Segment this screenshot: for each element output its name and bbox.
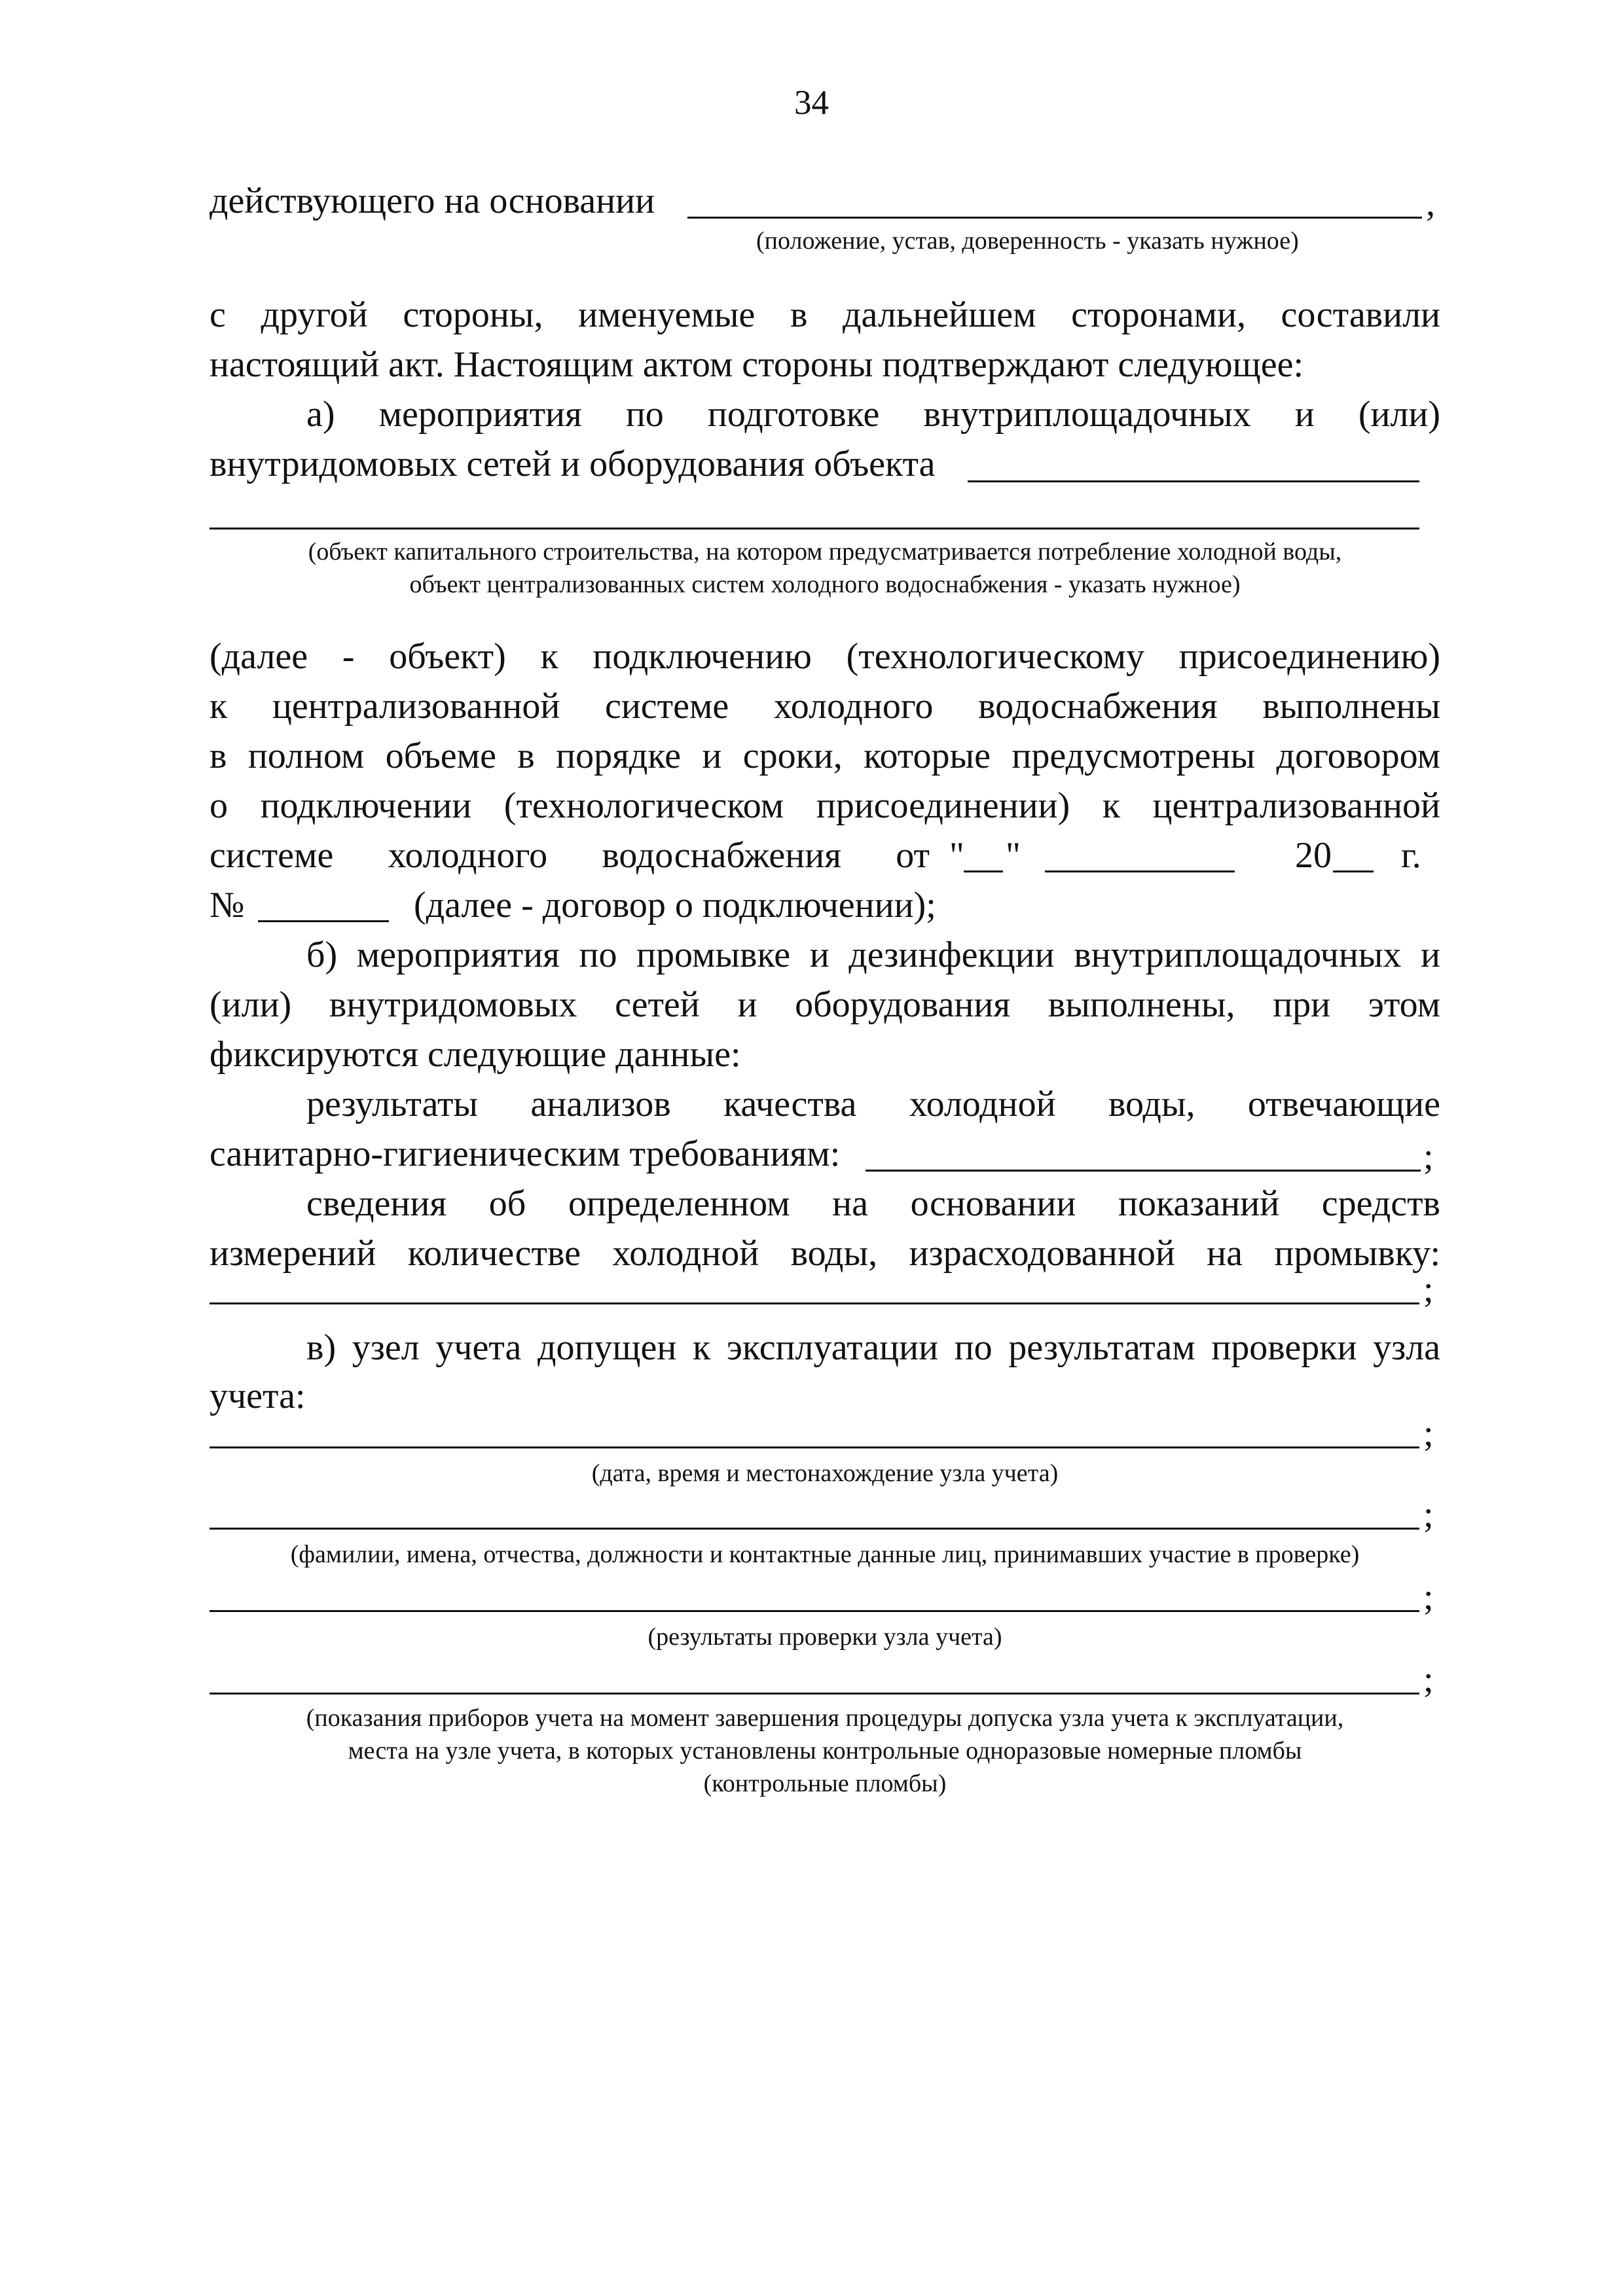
inspection-results-field[interactable] (210, 1610, 1419, 1612)
results-line2: санитарно-гигиеническим требованиям: (210, 1134, 841, 1174)
acting-basis-label: действующего на основании (210, 181, 655, 221)
results-field[interactable] (866, 1170, 1421, 1172)
item-a-line1: а) мероприятия по подготовке внутриплощадочных и (или) (306, 394, 1440, 435)
contract-number-field[interactable] (258, 886, 389, 922)
contract-year-field[interactable] (1333, 836, 1374, 872)
year-suffix: г. (1401, 835, 1421, 876)
meter-location-field[interactable] (210, 1446, 1419, 1448)
para1-line2: настоящий акт. Настоящим актом стороны подтверждают следующее: (210, 344, 1304, 385)
contract-date-words: системе холодного водоснабжения от (210, 835, 930, 876)
meter-location-hint: (дата, время и местонахождение узла учета) (591, 1460, 1059, 1487)
contract-month-field[interactable] (1045, 836, 1235, 872)
object-hint-line2: объект централизованных систем холодного водоснабжения - указать нужное) (409, 571, 1241, 598)
blank2-semicolon: ; (1423, 1494, 1434, 1535)
blank1-semicolon: ; (1423, 1413, 1434, 1454)
meter-readings-hint-line1: (показания приборов учета на момент завершения процедуры допуска узла учета к эксплуатации, (306, 1704, 1344, 1732)
item-b-line3: фиксируются следующие данные: (210, 1034, 741, 1075)
para2-line5 (210, 830, 1440, 881)
info-semicolon: ; (1423, 1269, 1434, 1310)
item-c-line2: учета: (210, 1376, 306, 1416)
number-sign: № (210, 885, 245, 925)
para2-line4: о подключении (технологическом присоединении) к централизованной (210, 785, 1440, 826)
inspection-results-hint: (результаты проверки узла учета) (647, 1623, 1002, 1651)
quote-close: " (1006, 835, 1021, 876)
object-field-part2[interactable] (210, 528, 1419, 529)
item-b-line2: (или) внутридомовых сетей и оборудования выполнены, при этом (210, 984, 1440, 1025)
para2-line3: в полном объеме в порядке и сроки, которые предусмотрены договором (210, 736, 1440, 776)
para2-line1: (далее - объект) к подключению (технологическому присоединению) (210, 636, 1440, 677)
meter-readings-hint-line2: места на узле учета, в которых установлены контрольные одноразовые номерные пломбы (348, 1737, 1302, 1765)
contract-day-field[interactable] (964, 836, 1003, 872)
object-field-part1[interactable] (968, 480, 1419, 482)
para2-line6 (210, 880, 1440, 931)
inspectors-field[interactable] (210, 1528, 1419, 1530)
acting-basis-comma: , (1426, 183, 1435, 224)
meter-readings-hint-line3: (контрольные пломбы) (703, 1770, 947, 1797)
quote-open: " (949, 835, 964, 876)
para1-line1: с другой стороны, именуемые в дальнейшем сторонами, составили (210, 295, 1440, 335)
inspectors-hint: (фамилии, имена, отчества, должности и контактные данные лиц, принимавших участие в проверке) (290, 1541, 1360, 1568)
acting-basis-field[interactable] (687, 217, 1422, 219)
info-line1: сведения об определенном на основании показаний средств (306, 1183, 1440, 1224)
results-line1: результаты анализов качества холодной воды, отвечающие (306, 1084, 1440, 1124)
blank3-semicolon: ; (1423, 1577, 1434, 1617)
blank4-semicolon: ; (1423, 1659, 1434, 1700)
meter-readings-field[interactable] (210, 1693, 1419, 1695)
item-b-line1: б) мероприятия по промывке и дезинфекции внутриплощадочных и (306, 935, 1440, 975)
results-semicolon: ; (1423, 1136, 1434, 1177)
info-line2: измерений количестве холодной воды, израсходованной на промывку: (210, 1233, 1440, 1274)
acting-basis-hint: (положение, устав, доверенность - указать нужное) (756, 227, 1299, 255)
info-field[interactable] (210, 1302, 1419, 1304)
contract-year-prefix: 20 (1295, 835, 1332, 876)
item-a-line2: внутридомовых сетей и оборудования объекта (210, 444, 936, 484)
item-c-line1: в) узел учета допущен к эксплуатации по результатам проверки узла (306, 1327, 1440, 1368)
contract-reference-text: (далее - договор о подключении); (414, 885, 936, 925)
page-number: 34 (794, 84, 829, 122)
para2-line2: к централизованной системе холодного водоснабжения выполнены (210, 686, 1440, 726)
object-hint-line1: (объект капитального строительства, на котором предусматривается потребление холодной воды, (308, 538, 1342, 565)
